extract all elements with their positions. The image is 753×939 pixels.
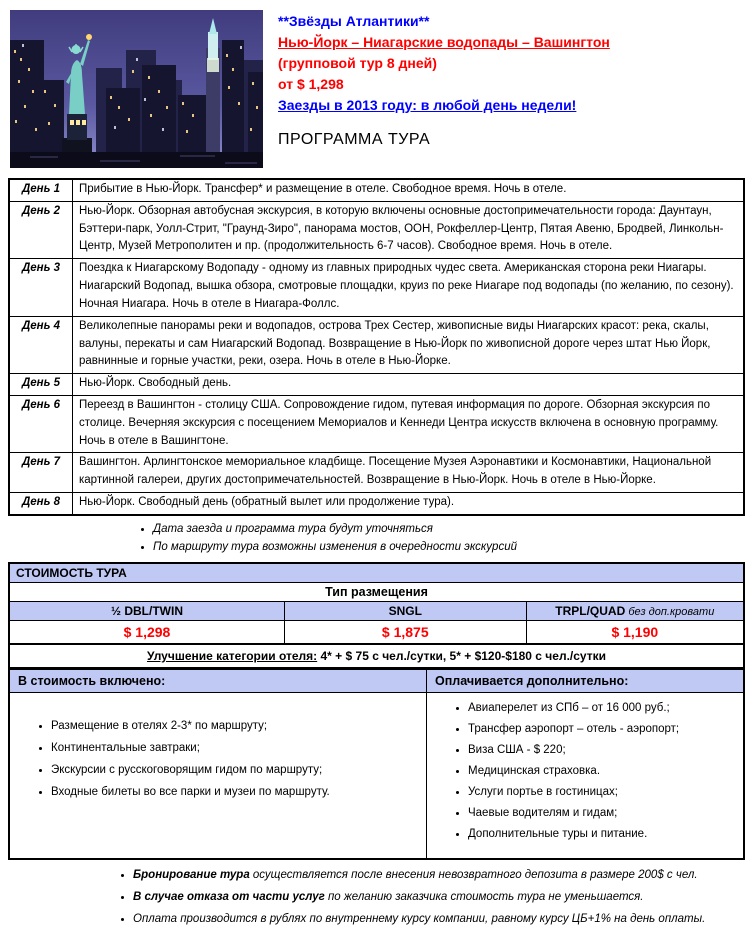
price-sngl: $ 1,875	[284, 620, 526, 644]
included-extra-table	[8, 669, 745, 860]
tour-type: (групповой тур 8 дней)	[278, 55, 437, 71]
tour-price-from: от $ 1,298	[278, 76, 344, 92]
column-note: без доп.кровати	[625, 605, 715, 618]
day-label: День 4	[9, 316, 73, 373]
included-header: В стоимость включено:	[9, 669, 427, 692]
column-label: TRPL/QUAD	[555, 603, 626, 618]
price-dbl: $ 1,298	[9, 620, 284, 644]
table-row	[9, 620, 744, 644]
day-label: День 7	[9, 453, 73, 493]
included-list	[11, 694, 425, 816]
program-title: ПРОГРАММА ТУРА	[278, 131, 431, 148]
extra-list	[428, 694, 742, 857]
table-row	[9, 259, 744, 316]
list-item: • Чаевые водителям и гидам;	[468, 807, 742, 820]
day-description: Переезд в Вашингтон - столицу США. Сопровождение гидом, путевая информация по дороге. Обзорная экскурсия по столице. Вечерняя экскурсия с посещением Мемориалов и Кеннеди Центра искусств включена в основную программу. Ночь в отеле в Вашингтоне.	[73, 395, 745, 452]
list-item: • Авиаперелет из СПб – от 16 000 руб.;	[468, 702, 742, 715]
table-row	[9, 493, 744, 515]
list-item	[133, 867, 745, 883]
price-trpl: $ 1,190	[526, 620, 744, 644]
day-description: Нью-Йорк. Свободный день.	[73, 374, 745, 396]
note-text: по желанию заказчика стоимость тура не уменьшается.	[324, 890, 644, 903]
upgrade-text: 4* + $ 75 с чел./сутки, 5* + $120-$180 с чел./сутки	[317, 648, 606, 663]
tour-title: **Звёзды Атлантики**	[278, 13, 430, 29]
column-label: ½ DBL/TWIN	[110, 603, 183, 618]
list-item: • Дополнительные туры и питание.	[468, 828, 742, 841]
day-description: Прибытие в Нью-Йорк. Трансфер* и размещение в отеле. Свободное время. Ночь в отеле.	[73, 179, 745, 201]
table-row	[9, 453, 744, 493]
list-item: • Виза США - $ 220;	[468, 744, 742, 757]
list-item	[133, 889, 745, 905]
title-block	[263, 10, 610, 168]
upgrade-label: Улучшение категории отеля:	[147, 648, 318, 663]
day-label: День 2	[9, 201, 73, 258]
lit-tower	[206, 18, 220, 160]
list-item: • По маршруту тура возможны изменения в очередности экскурсий	[153, 539, 745, 556]
day-label: День 1	[9, 179, 73, 201]
note-lead: Бронирование тура	[133, 868, 250, 881]
table-row	[9, 601, 744, 620]
list-item: • Дата заезда и программа тура будут уточняться	[153, 521, 745, 538]
program-notes	[8, 521, 745, 556]
day-label: День 3	[9, 259, 73, 316]
table-row	[9, 179, 744, 201]
footer-notes	[8, 867, 745, 927]
accommodation-type-header: Тип размещения	[9, 582, 744, 601]
column-header-trpl	[526, 601, 744, 620]
day-label: День 6	[9, 395, 73, 452]
column-header-dbl	[9, 601, 284, 620]
table-row	[9, 669, 744, 692]
list-item: • Медицинская страховка.	[468, 765, 742, 778]
included-cell	[9, 692, 427, 859]
tour-route: Нью-Йорк – Ниагарские водопады – Вашингтон	[278, 34, 610, 50]
table-row	[9, 692, 744, 859]
list-item: • Трансфер аэропорт – отель - аэропорт;	[468, 723, 742, 736]
day-description: Вашингтон. Арлингтонское мемориальное кладбище. Посещение Музея Аэронавтики и Космонавтики, Национальной картинной галереи, других достопримечательностей. Возвращение в Нью-Йорк. Ночь в отеле в Нью-Йорке.	[73, 453, 745, 493]
table-row	[9, 563, 744, 583]
upgrade-table	[8, 645, 745, 669]
list-item: • Размещение в отелях 2-3* по маршруту;	[51, 720, 425, 733]
extra-header: Оплачивается дополнительно:	[427, 669, 745, 692]
hotel-upgrade-info	[9, 645, 744, 668]
table-row	[9, 201, 744, 258]
list-item: • Экскурсии с русскоговорящим гидом по маршруту;	[51, 764, 425, 777]
day-description: Нью-Йорк. Свободный день (обратный вылет или продолжение тура).	[73, 493, 745, 515]
day-label: День 8	[9, 493, 73, 515]
column-label: SNGL	[388, 603, 422, 618]
table-row	[9, 582, 744, 601]
nyc-skyline-photo	[10, 10, 263, 168]
program-table	[8, 178, 745, 516]
table-row	[9, 316, 744, 373]
day-description: Поездка к Ниагарскому Водопаду - одному из главных природных чудес света. Американская сторона реки Ниагары. Ниагарский Водопад, вышка обзора, смотровые площадки, круиз по реке Ниагаре под водопады (по желанию, по сезону). Ночная Ниагара. Ночь в отеле в Ниагара-Фоллс.	[73, 259, 745, 316]
note-text: Оплата производится в рублях по внутреннему курсу компании, равному курсу ЦБ+1% на день оплаты.	[133, 912, 706, 925]
list-item	[133, 911, 745, 927]
day-label: День 5	[9, 374, 73, 396]
price-section-title: СТОИМОСТЬ ТУРА	[9, 563, 744, 583]
table-row	[9, 395, 744, 452]
note-text: осуществляется после внесения невозвратного депозита в размере 200$ с чел.	[249, 868, 698, 881]
tour-dates: Заезды в 2013 году: в любой день недели!	[278, 97, 577, 113]
column-header-sngl	[284, 601, 526, 620]
day-description: Великолепные панорамы реки и водопадов, острова Трех Сестер, живописные виды Ниагарских красот: река, скалы, валуны, перекаты и сам Ниагарский Водопад. Возвращение в Нью-Йорк по живописной дороге через штат Нью Йорк, равнинные и горные участки, реки, озера. Ночь в отеле в Нью-Йорке.	[73, 316, 745, 373]
list-item: • Услуги портье в гостиницах;	[468, 786, 742, 799]
nyc-skyline-image	[10, 10, 263, 168]
price-table	[8, 562, 745, 645]
day-description: Нью-Йорк. Обзорная автобусная экскурсия, в которую включены основные достопримечательности города: Даунтаун, Бэттери-парк, Уолл-Стрит, "Граунд-Зиро", панорама мостов, ООН, Рокфеллер-Центр, Пятая Авеню, Бродвей, Линкольн-Центр, Музей Метрополитен и пр. (продолжительность 6-7 часов). Свободное время. Ночь в отеле.	[73, 201, 745, 258]
extra-cell	[427, 692, 745, 859]
header	[8, 10, 745, 168]
table-row	[9, 645, 744, 668]
list-item: • Входные билеты во все парки и музеи по маршруту.	[51, 786, 425, 799]
table-row	[9, 374, 744, 396]
note-lead: В случае отказа от части услуг	[133, 890, 325, 903]
list-item: • Континентальные завтраки;	[51, 742, 425, 755]
